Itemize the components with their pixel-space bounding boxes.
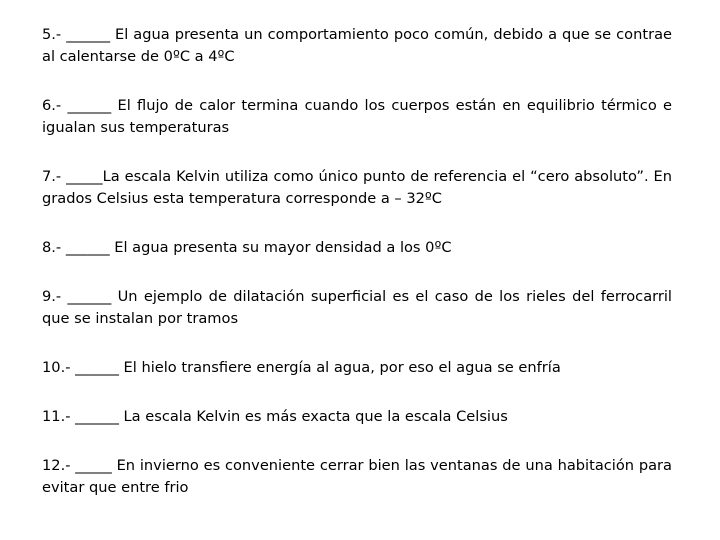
question-12: 12.- _____ En invierno es conveniente cerrar bien las ventanas de una habitación para evitar que entre frio bbox=[42, 457, 672, 496]
question-9: 9.- ______ Un ejemplo de dilatación superficial es el caso de los rieles del ferrocarril que se instalan por tramos bbox=[42, 288, 672, 327]
question-10: 10.- ______ El hielo transfiere energía al agua, por eso el agua se enfría bbox=[42, 359, 561, 376]
question-6: 6.- ______ El flujo de calor termina cuando los cuerpos están en equilibrio térmico e igualan sus temperaturas bbox=[42, 97, 672, 136]
question-5: 5.- ______ El agua presenta un comportamiento poco común, debido a que se contrae al calentarse de 0ºC a 4ºC bbox=[42, 26, 672, 65]
question-7: 7.- _____La escala Kelvin utiliza como único punto de referencia el “cero absoluto”. En grados Celsius esta temperatura corresponde a – 32ºC bbox=[42, 168, 672, 207]
question-11: 11.- ______ La escala Kelvin es más exacta que la escala Celsius bbox=[42, 408, 508, 425]
question-list bbox=[42, 24, 672, 499]
question-8: 8.- ______ El agua presenta su mayor densidad a los 0ºC bbox=[42, 239, 452, 256]
